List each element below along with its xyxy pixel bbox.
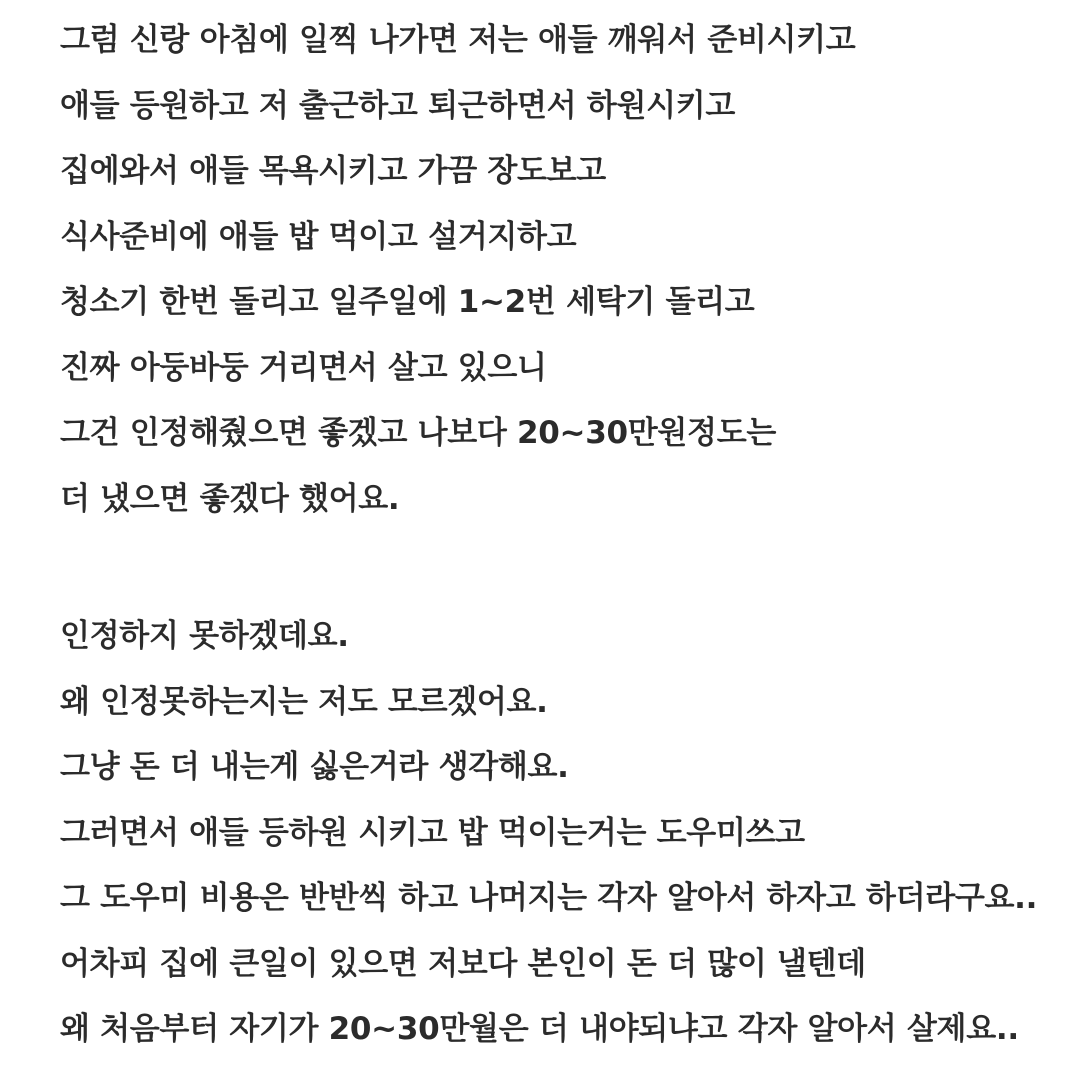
- text-line: 더 냈으면 좋겠다 했어요.: [60, 480, 400, 517]
- text-line: 진짜 아둥바둥 거리면서 살고 있으니: [60, 349, 547, 386]
- text-line: 청소기 한번 돌리고 일주일에 1~2번 세탁기 돌리고: [60, 284, 755, 320]
- paragraph-second: [60, 613, 1050, 1072]
- text-line: 왜 처음부터 자기가 20~30만월은 더 내야되냐고 각자 알아서 살제요..: [60, 1011, 1019, 1047]
- text-line: 왜 인정못하는지는 저도 모르겠어요.: [60, 683, 548, 720]
- text-line: 그러면서 애들 등하원 시키고 밥 먹이는거는 도우미쓰고: [60, 814, 805, 851]
- text-line: 애들 등원하고 저 출근하고 퇴근하면서 하원시키고: [60, 87, 736, 124]
- text-line: 그럼 신랑 아침에 일찍 나가면 저는 애들 깨워서 준비시키고: [60, 22, 856, 58]
- text-line: 인정하지 못하겠데요.: [60, 618, 349, 654]
- text-line: 그건 인정해줬으면 좋겠고 나보다 20~30만원정도는: [60, 415, 776, 451]
- paragraph-first: [60, 17, 1050, 541]
- text-line: 집에와서 애들 목욕시키고 가끔 장도보고: [60, 153, 606, 189]
- text-line: 식사준비에 애들 밥 먹이고 설거지하고: [60, 218, 577, 255]
- text-line: 그 도우미 비용은 반반씩 하고 나머지는 각자 알아서 하자고 하더라구요..: [60, 880, 1038, 916]
- text-line: 어차피 집에 큰일이 있으면 저보다 본인이 돈 더 많이 낼텐데: [60, 945, 866, 982]
- text-line: 그냥 돈 더 내는게 싫은거라 생각해요.: [60, 749, 569, 785]
